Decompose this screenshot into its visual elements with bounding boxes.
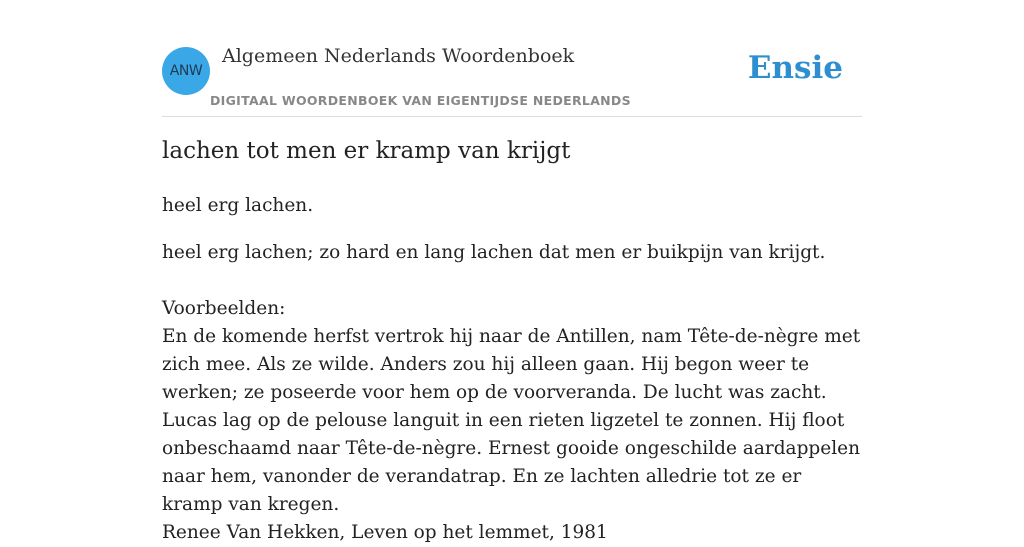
examples-label: Voorbeelden:: [162, 298, 286, 319]
short-definition: heel erg lachen.: [162, 195, 314, 216]
entry-title: lachen tot men er kramp van krijgt: [162, 138, 571, 164]
anw-logo[interactable]: ANW: [162, 47, 210, 95]
example-source: Renee Van Hekken, Leven op het lemmet, 1981: [162, 522, 608, 543]
ensie-brand-logo[interactable]: Ensie: [747, 50, 843, 86]
site-subtitle: DIGITAAL WOORDENBOEK VAN EIGENTIJDSE NEDERLANDS: [210, 93, 631, 108]
site-title[interactable]: Algemeen Nederlands Woordenboek: [222, 45, 575, 67]
example-text: En de komende herfst vertrok hij naar de Antillen, nam Tête-de-nègre met zich mee. Als ze wilde. Anders zou hij alleen gaan. Hij begon weer te werken; ze poseerde voor hem op de voorveranda. De lucht was zacht. Lucas lag op de pelouse languit in een rieten ligzetel te zonnen. Hij floot onbeschaamd naar Tête-de-nègre. Ernest gooide ongeschilde aardappelen naar hem, vanonder de verandatrap. En ze lachten alledrie tot ze er kramp van kregen.: [162, 326, 861, 515]
site-header: [162, 0, 862, 117]
entry-content: [162, 192, 862, 547]
long-definition: heel erg lachen; zo hard en lang lachen dat men er buikpijn van krijgt.: [162, 242, 826, 263]
